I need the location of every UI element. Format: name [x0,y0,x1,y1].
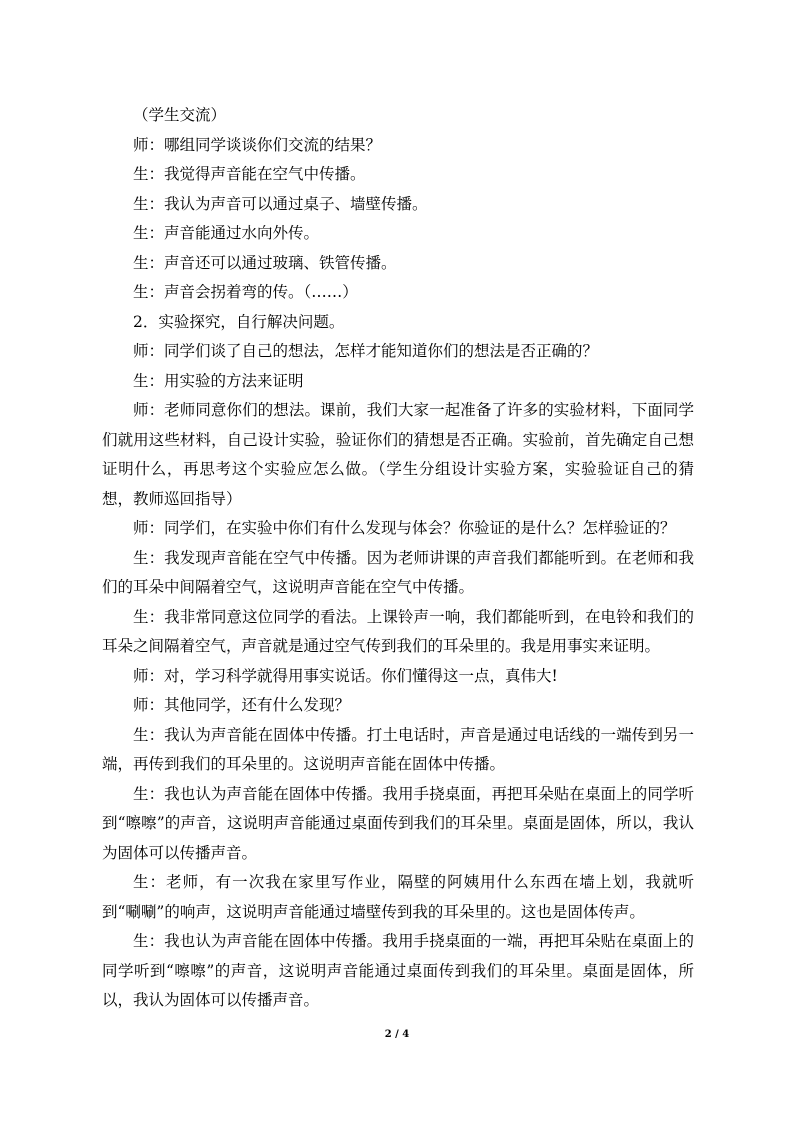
paragraph-student-string-phone: 生：我认为声音能在固体中传播。打土电话时，声音是通过电话线的一端传到另一端，再传到我们的耳朵里的。这说明声音能在固体中传播。 [102,725,694,773]
paragraph-teacher-praise: 师：对，学习科学就得用事实说话。你们懂得这一点，真伟大! [133,666,558,685]
paragraph-student-desk-scratch: 生：我也认为声音能在固体中传播。我用手挠桌面，再把耳朵贴在桌面上的同学听到“嚓嚓”的声音，这说明声音能通过桌面传到我们的耳朵里。桌面是固体，所以，我认为固体可以传播声音。 [102,784,694,862]
paragraph-student-water: 生：声音能通过水向外传。 [133,224,320,242]
paragraph-student-air-proof: 生：我发现声音能在空气中传播。因为老师讲课的声音我们都能听到。在老师和我们的耳朵中间隔着空气，这说明声音能在空气中传播。 [102,548,694,596]
page-number: 2 / 4 [384,1029,410,1040]
paragraph-student-wall-sound: 生：老师，有一次我在家里写作业，隔壁的阿姨用什么东西在墙上划，我就听到“唰唰”的响声，这说明声音能通过墙壁传到我的耳朵里的。这也是固体传声。 [102,873,694,921]
paragraph-teacher-agree: 师：老师同意你们的想法。课前，我们大家一起准备了许多的实验材料，下面同学们就用这些材料，自己设计实验，验证你们的猜想是否正确。实验前，首先确定自己想证明什么，再思考这个实验应怎么做。（学生分组设计实验方案，实验验证自己的猜想，教师巡回指导） [102,401,694,508]
document-body [102,101,694,1016]
paragraph-teacher-question: 师：哪组同学谈谈你们交流的结果？ [133,135,382,154]
paragraph-student-turning: 生：声音会拐着弯的传。（……） [133,283,358,301]
paragraph-student-experiment: 生：用实验的方法来证明 [133,371,304,390]
paragraph-teacher-how-to-verify: 师：同学们谈了自己的想法，怎样才能知道你们的想法是否正确的？ [133,342,599,360]
paragraph-student-exchange: （学生交流） [133,106,227,124]
paragraph-student-desk-end: 生：我也认为声音能在固体中传播。我用手挠桌面的一端，再把耳朵贴在桌面上的同学听到“嚓嚓”的声音，这说明声音能通过桌面传到我们的耳朵里。桌面是固体，所以，我认为固体可以传播声音。 [102,932,694,1009]
paragraph-teacher-findings: 师：同学们，在实验中你们有什么发现与体会？你验证的是什么？怎样验证的？ [133,519,676,537]
section-heading-experiment: 2．实验探究，自行解决问题。 [133,312,345,331]
paragraph-student-table-wall: 生：我认为声音可以通过桌子、墙壁传播。 [133,194,428,213]
paragraph-student-bell-proof: 生：我非常同意这位同学的看法。上课铃声一响，我们都能听到，在电铃和我们的耳朵之间隔着空气，声音就是通过空气传到我们的耳朵里的。我是用事实来证明。 [102,607,694,655]
paragraph-teacher-other-findings: 师：其他同学，还有什么发现？ [133,696,351,714]
paragraph-student-air: 生：我觉得声音能在空气中传播。 [133,165,366,183]
paragraph-student-glass-pipe: 生：声音还可以通过玻璃、铁管传播。 [133,253,397,272]
